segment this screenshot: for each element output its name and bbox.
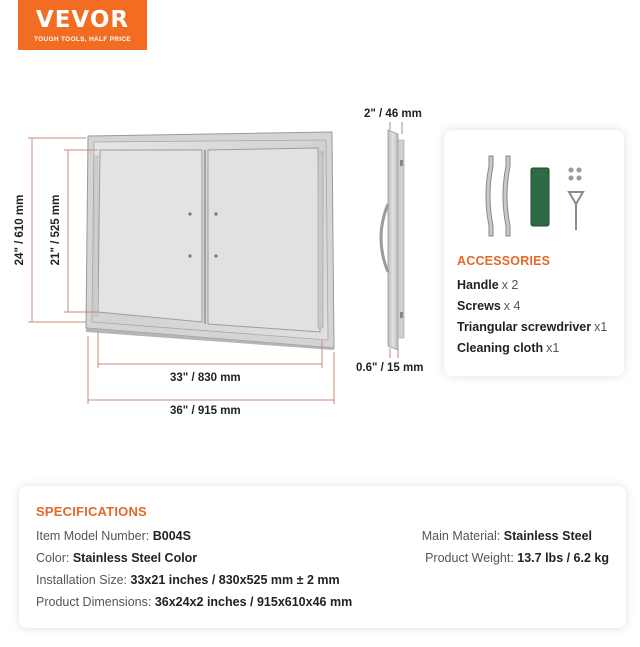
list-item: Triangular screwdriver x1	[457, 320, 608, 334]
list-item: Screws x 4	[457, 299, 521, 313]
screws-icon	[569, 168, 582, 181]
spec-product-weight: Product Weight: 13.7 lbs / 6.2 kg	[425, 551, 609, 565]
total-width-label: 36" / 915 mm	[170, 405, 241, 417]
vevor-logo	[18, 0, 147, 50]
accessories-icons	[444, 150, 624, 240]
spec-product-dimensions: Product Dimensions: 36x24x2 inches / 915x610x46 mm	[36, 595, 353, 609]
spec-installation-size: Installation Size: 33x21 inches / 830x525 mm ± 2 mm	[36, 573, 340, 587]
total-height-label: 24" / 610 mm	[14, 194, 26, 266]
spec-color: Color: Stainless Steel Color	[36, 551, 198, 565]
triangular-screwdriver-icon	[569, 192, 583, 230]
logo-brand: VEVOR	[35, 7, 130, 33]
accessories-list	[457, 275, 607, 359]
spec-main-material: Main Material: Stainless Steel	[421, 529, 592, 543]
specifications-title: SPECIFICATIONS	[36, 504, 147, 519]
specifications-card	[19, 486, 626, 628]
list-item: Cleaning cloth x1	[457, 341, 560, 355]
accessories-title: ACCESSORIES	[457, 254, 551, 268]
inner-width-label: 33" / 830 mm	[170, 372, 241, 384]
depth-label: 2" / 46 mm	[364, 108, 422, 120]
list-item: Handle x 2	[457, 278, 519, 292]
inner-height-label: 21" / 525 mm	[50, 194, 62, 266]
thickness-label: 0.6" / 15 mm	[356, 362, 424, 374]
cleaning-cloth-icon	[531, 168, 549, 226]
door-dimension-drawing	[0, 100, 440, 430]
accessories-card	[444, 130, 624, 376]
logo-tagline: TOUGH TOOLS, HALF PRICE	[34, 36, 131, 43]
handle-icon	[486, 156, 510, 236]
spec-model-number: Item Model Number: B004S	[36, 529, 191, 543]
